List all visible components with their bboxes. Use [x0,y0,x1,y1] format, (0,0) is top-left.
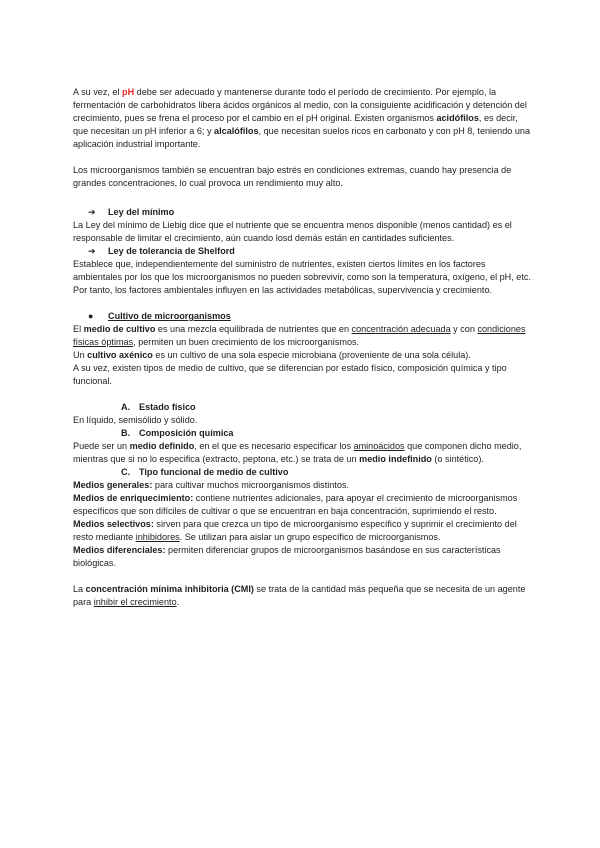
term: Medios diferenciales: [73,545,166,555]
term: medio indefinido [359,454,432,464]
text: debe ser adecuado y mantenerse durante todo el período de crecimiento. Por ejemplo, la fermentación de carbohidratos libera ácidos orgánicos al medio, con la consiguiente acidificación y detención del crecimiento, pues se frena el proceso por el cambio en el pH original. Existen organismos [73,87,527,123]
alcalofilos-term: alcalófilos [214,126,259,136]
paragraph-stress: Los microorganismos también se encuentran bajo estrés en condiciones extremas, cuando hay presencia de grandes concentraciones, lo cual provoca un rendimiento muy alto. [73,165,512,188]
heading-text: Cultivo de microorganismos [108,311,231,321]
heading-ley-minimo [88,206,533,219]
paragraph-ley-minimo: La Ley del mínimo de Liebig dice que el nutriente que se encuentra menos disponible (menos cantidad) es el responsable de limitar el crecimiento, aún cuando losd demás están en cantidades suficientes. [73,220,512,243]
text: . [176,597,180,607]
paragraph-shelford-2: Por tanto, los factores ambientales influyen en las actividades metabólicas, supervivencia y crecimiento. [73,285,493,295]
heading-text: Ley del mínimo [108,207,175,217]
bullet-icon: ● [88,311,94,321]
text: es un cultivo de una sola especie microbiana (proveniente de una sola célula). [152,350,471,360]
arrow-icon: ➔ [88,207,96,217]
paragraph-composicion [73,440,533,466]
text: , en el que es necesario especificar los [194,441,354,451]
heading-ley-shelford [88,245,533,258]
term: cultivo axénico [87,350,153,360]
text: , permiten un buen crecimiento de los microorganismos. [133,337,360,347]
paragraph-diferenciales [73,544,533,570]
document-page [73,86,533,609]
list-letter: C. [121,467,131,477]
heading-text: Estado físico [139,402,196,412]
paragraph-medio-cultivo [73,323,533,349]
paragraph-estado: En líquido, semisólido y sólido. [73,415,198,425]
text: , que necesitan suelos ricos en carbonato y con pH 8, teniendo una aplicación industrial importante. [73,126,531,149]
term: Medios generales: [73,480,153,490]
text: que componen dicho medio, mientras que si no lo especifica (extracto, peptona, etc.) se trata de un [73,441,522,464]
heading-estado-fisico [121,401,533,414]
text: permiten diferenciar grupos de microorganismos basándose en sus características biológicas. [73,545,501,568]
text: y con [450,324,478,334]
paragraph-generales [73,479,533,492]
heading-text: Tipo funcional de medio de cultivo [139,467,289,477]
text: Un [73,350,88,360]
underlined-text: inhibir el crecimiento [93,597,177,607]
list-letter: A. [121,402,131,412]
heading-text: Ley de tolerancia de Shelford [108,246,235,256]
text: . Se utilizan para aislar un grupo específico de microorganismos. [179,532,441,542]
heading-text: Composición química [139,428,234,438]
text: se trata de la cantidad más pequeña que se necesita de un agente para [73,584,526,607]
text: para cultivar muchos microorganismos distintos. [152,480,349,490]
paragraph-axenico [73,349,533,362]
text: es una mezcla equilibrada de nutrientes que en [155,324,352,334]
acidofilos-term: acidófilos [436,113,479,123]
heading-tipo-funcional [121,466,533,479]
paragraph-shelford-1: Establece que, independientemente del suministro de nutrientes, existen ciertos límites en los factores ambientales por los que los microorganismos no pueden sobrevivir, como son la temperatura, oxígeno, el pH, etc. [73,259,531,282]
underlined-text: inhibidores [135,532,180,542]
heading-composicion [121,427,533,440]
text: contiene nutrientes adicionales, para apoyar el crecimiento de microorganismos específicos que son difíciles de cultivar o que se encuentran en baja concentración, suprimiendo el resto. [73,493,518,516]
paragraph-selectivos [73,518,533,544]
underlined-text: aminoácidos [353,441,405,451]
arrow-icon: ➔ [88,246,96,256]
underlined-text: concentración adecuada [351,324,451,334]
term: concentración mínima inhibitoria (CMI) [85,584,254,594]
term: medio de cultivo [83,324,156,334]
term: Medios de enriquecimiento: [73,493,194,503]
list-letter: B. [121,428,131,438]
paragraph-cmi [73,583,533,609]
term: Medios selectivos: [73,519,154,529]
text: (o sintético). [431,454,484,464]
text: , es decir, que necesitan un pH inferior a 6; y [73,113,518,136]
paragraph-tipos: A su vez, existen tipos de medio de cultivo, que se diferencian por estado físico, composición química y tipo funcional. [73,363,507,386]
text: sirven para que crezca un tipo de microorganismo específico y suprimir el crecimiento del resto mediante [73,519,517,542]
text: A su vez, el [73,87,123,97]
ph-term: pH [122,87,135,97]
text: El [73,324,84,334]
paragraph-enriquecimiento [73,492,533,518]
text: La [73,584,86,594]
underlined-text: condiciones físicas óptimas [73,324,526,347]
text: Puede ser un [73,441,130,451]
term: medio definido [129,441,195,451]
heading-cultivo [88,310,533,323]
paragraph-ph [73,86,533,151]
